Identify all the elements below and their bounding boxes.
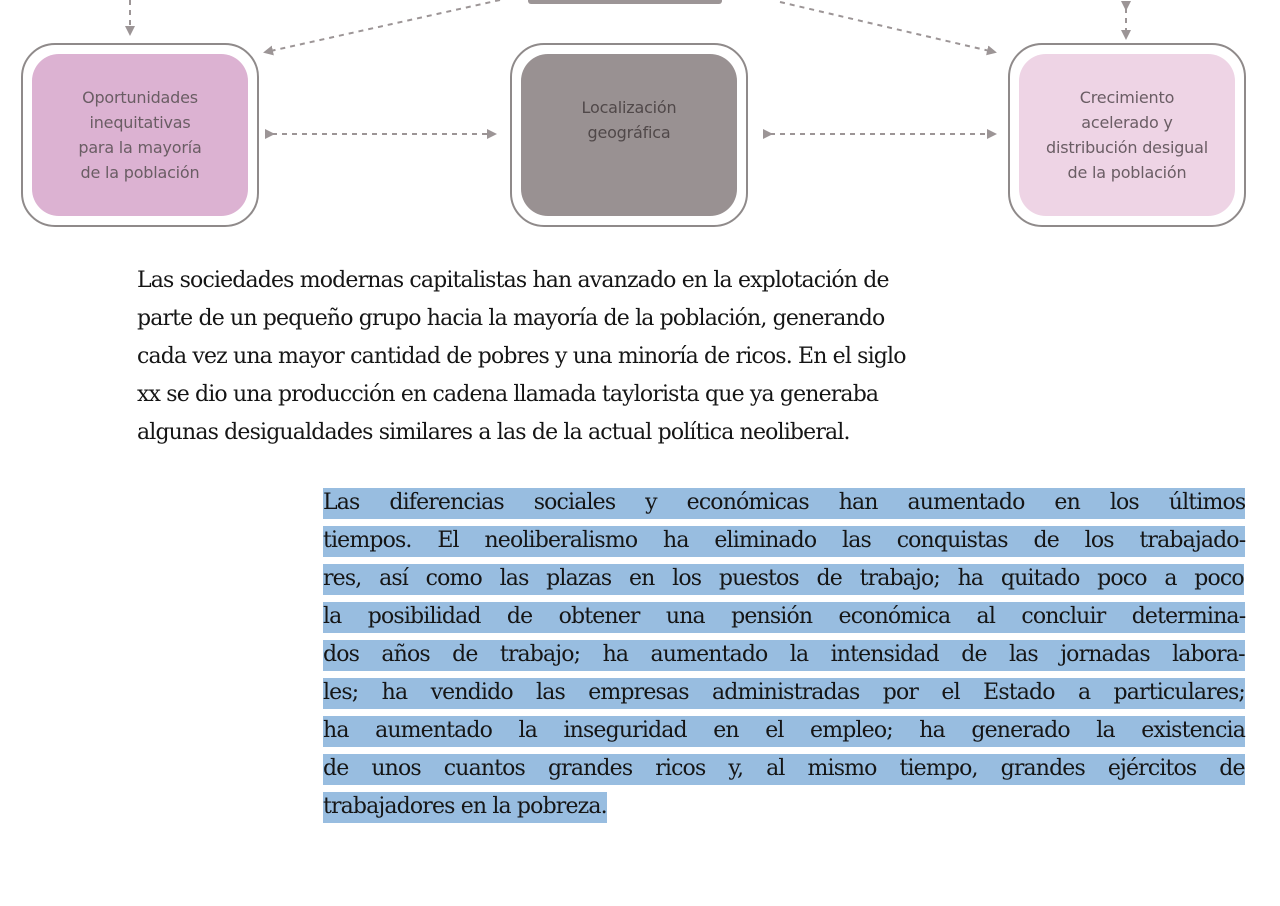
paragraph-line: Las sociedades modernas capitalistas han avanzado en la explotación de xyxy=(137,268,889,293)
box-label: Localización geográfica xyxy=(581,98,677,142)
arrow-diagonal-right xyxy=(780,2,994,52)
highlighted-line[interactable] xyxy=(323,522,1248,560)
highlighted-paragraph[interactable] xyxy=(323,484,1248,826)
paragraph-line: parte de un pequeño grupo hacia la mayoría de la población, generando xyxy=(137,306,885,331)
top-box-edge xyxy=(528,0,722,4)
highlighted-line[interactable] xyxy=(323,598,1248,636)
paragraph-line: xx se dio una producción en cadena llamada taylorista que ya generaba xyxy=(137,382,879,407)
paragraph-line: cada vez una mayor cantidad de pobres y una minoría de ricos. En el siglo xyxy=(137,344,906,369)
box-geographic-location-fill xyxy=(521,54,737,216)
intro-paragraph xyxy=(137,262,1055,452)
selected-text[interactable]: de unos cuantos grandes ricos y, al mismo tiempo, grandes ejércitos de xyxy=(323,754,1245,785)
paragraph-line: algunas desigualdades similares a las de la actual política neoliberal. xyxy=(137,420,850,445)
highlighted-line[interactable] xyxy=(323,484,1248,522)
highlighted-line[interactable] xyxy=(323,636,1248,674)
selected-text[interactable]: Las diferencias sociales y económicas han aumentado en los últimos xyxy=(323,488,1245,519)
box-population-growth-fill xyxy=(1019,54,1235,216)
selected-text[interactable]: res, así como las plazas en los puestos de trabajo; ha quitado poco a poco xyxy=(323,564,1244,595)
selected-text[interactable]: dos años de trabajo; ha aumentado la intensidad de las jornadas labora- xyxy=(323,640,1245,671)
highlighted-line[interactable] xyxy=(323,674,1248,712)
box-inequitable-opportunities-fill xyxy=(32,54,248,216)
box-label: Oportunidades inequitativas para la mayoría de la población xyxy=(78,88,202,182)
box-inequitable-opportunities xyxy=(21,43,259,227)
highlighted-line[interactable] xyxy=(323,560,1248,598)
selected-text[interactable]: ha aumentado la inseguridad en el empleo; ha generado la existencia xyxy=(323,716,1245,747)
selected-text[interactable]: tiempos. El neoliberalismo ha eliminado las conquistas de los trabajado- xyxy=(323,526,1245,557)
highlighted-line[interactable] xyxy=(323,788,1248,826)
highlighted-line[interactable] xyxy=(323,712,1248,750)
highlighted-line[interactable] xyxy=(323,750,1248,788)
selected-text[interactable]: trabajadores en la pobreza. xyxy=(323,792,607,823)
box-label: Crecimiento acelerado y distribución desigual de la población xyxy=(1046,88,1208,182)
box-geographic-location xyxy=(510,43,748,227)
box-population-growth xyxy=(1008,43,1246,227)
arrow-diagonal-left xyxy=(266,0,500,52)
selected-text[interactable]: la posibilidad de obtener una pensión económica al concluir determina- xyxy=(323,602,1245,633)
selected-text[interactable]: les; ha vendido las empresas administradas por el Estado a particulares; xyxy=(323,678,1245,709)
